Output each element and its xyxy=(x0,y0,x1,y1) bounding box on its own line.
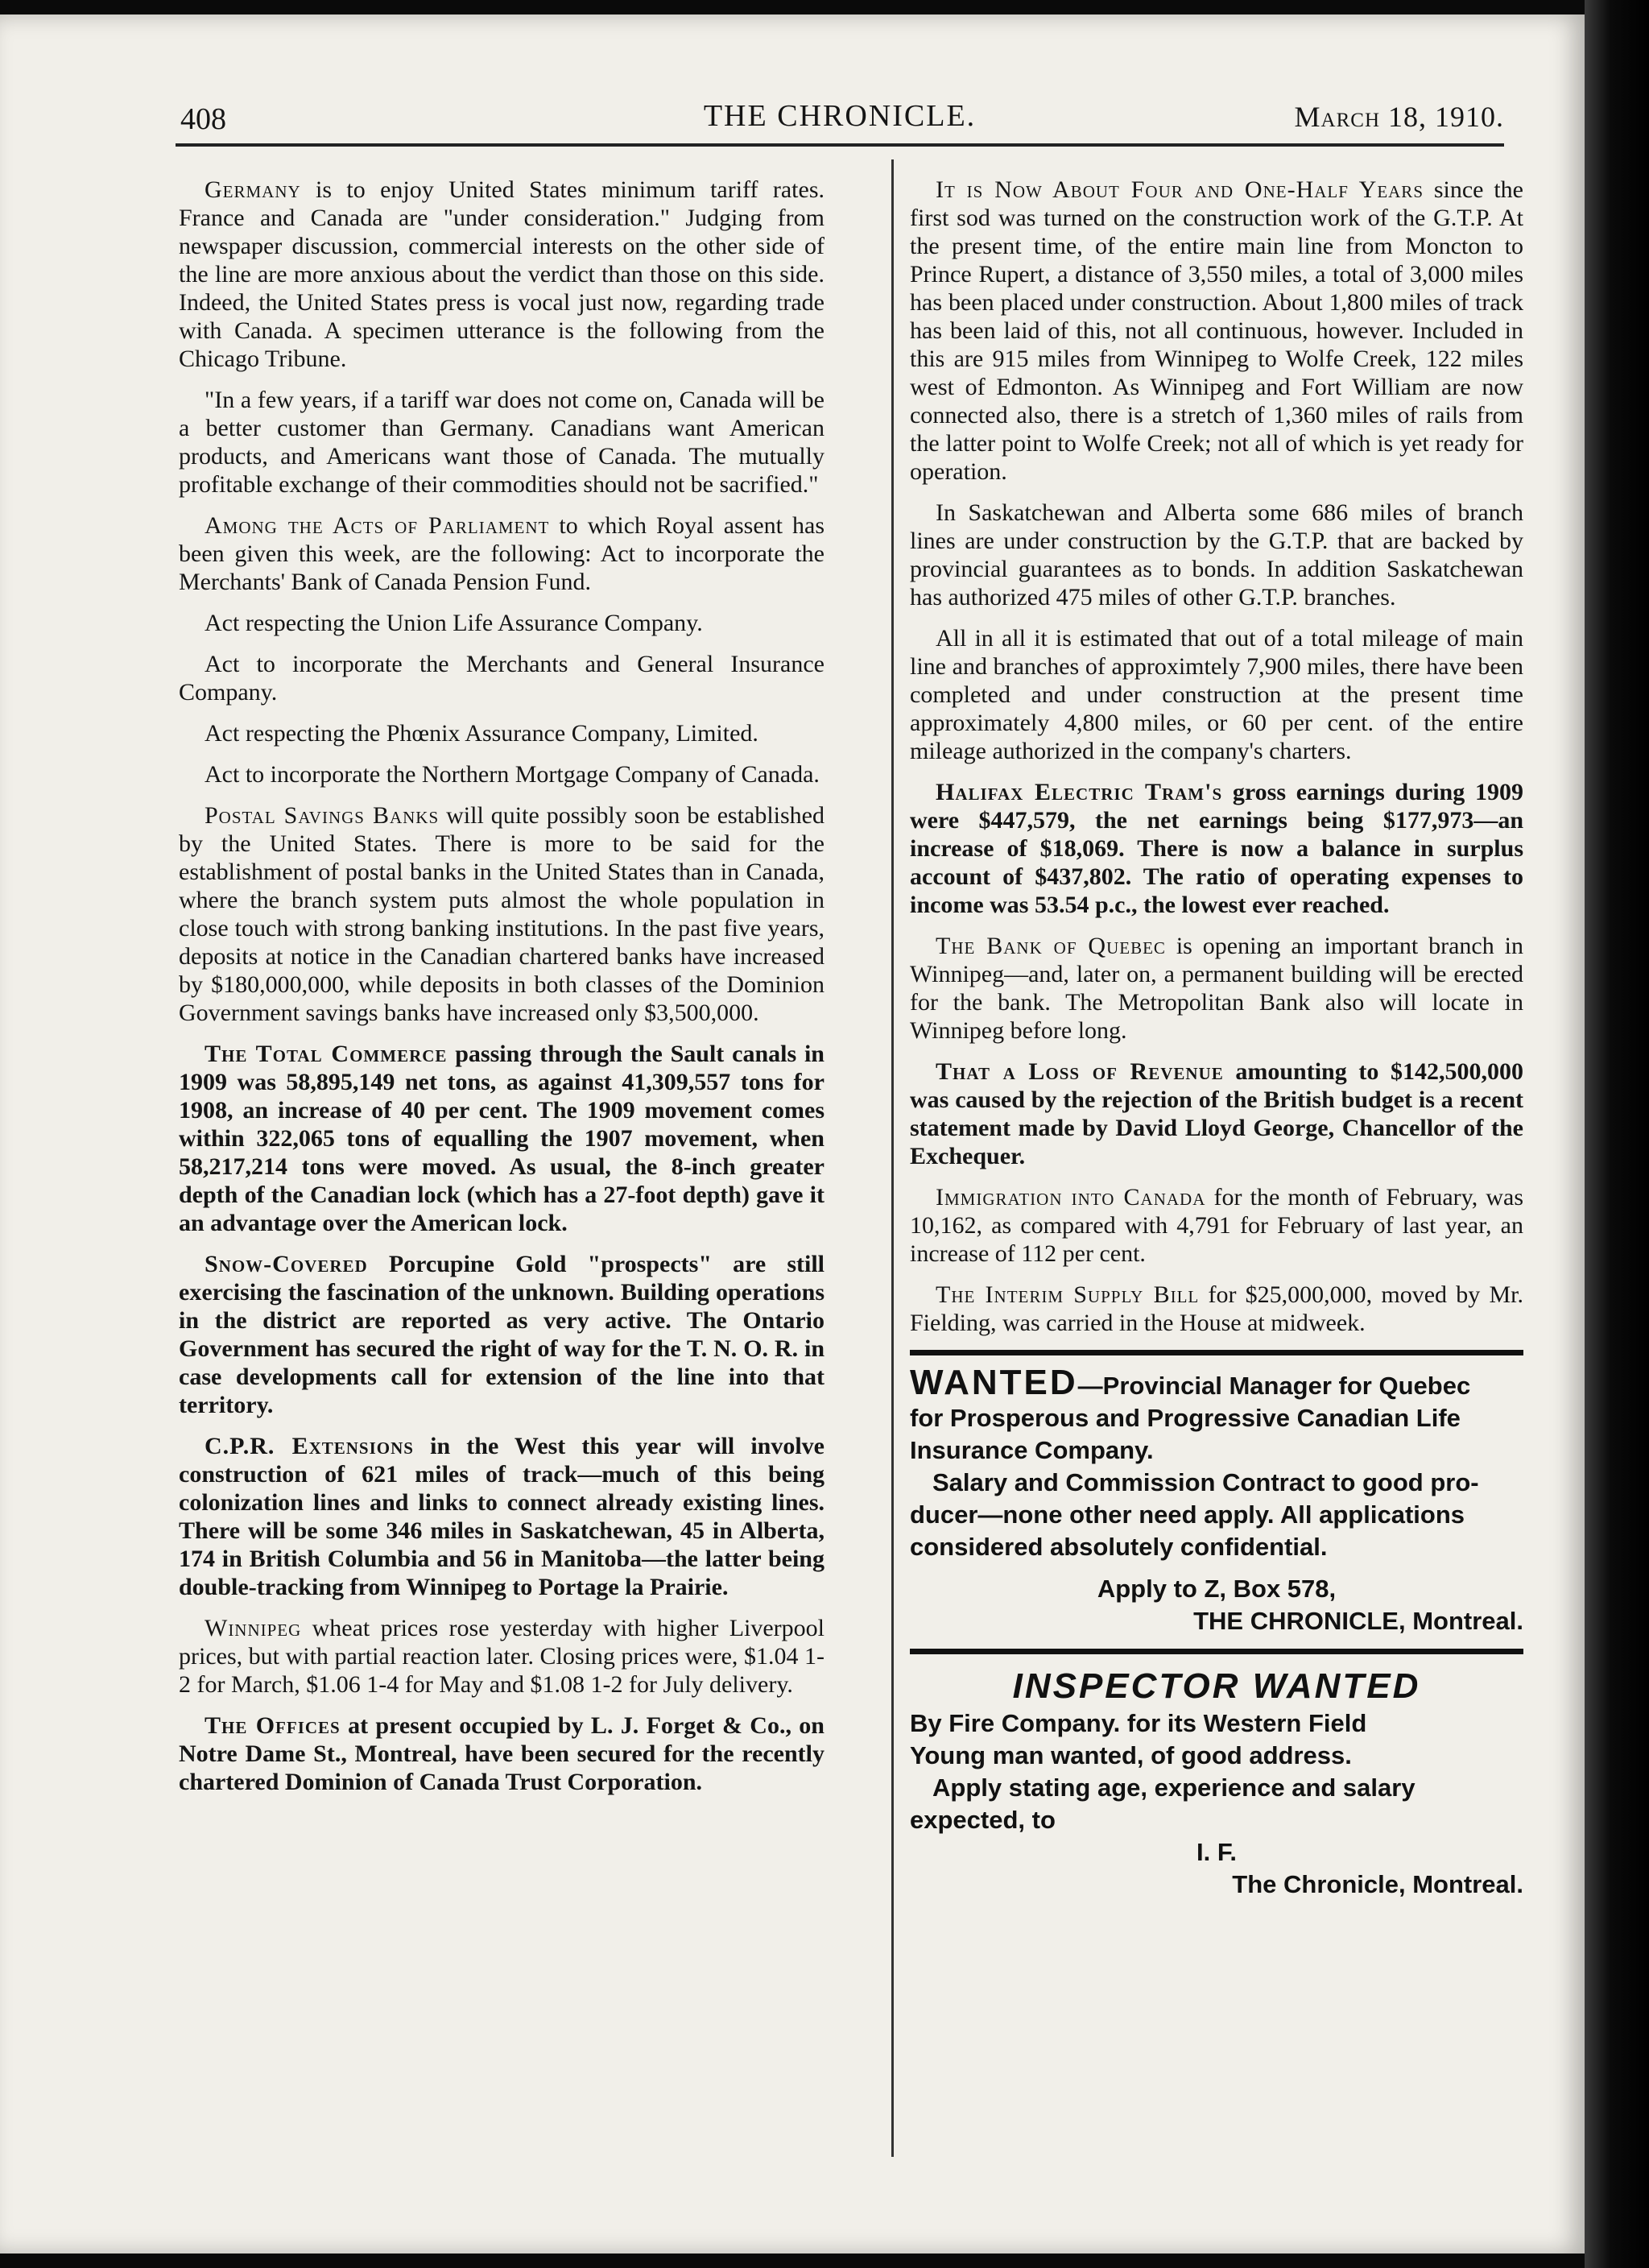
article-bank-of-quebec: The Bank of Quebec is opening an important branch in Winnipeg—and, later on, a permanent building will be erected for the bank. The Metropolitan Bank also will locate in Winnipeg before long. xyxy=(910,933,1523,1044)
ad-rule-middle xyxy=(910,1649,1523,1654)
publication-title: THE CHRONICLE. xyxy=(703,99,977,133)
header-rule xyxy=(176,143,1504,147)
issue-date: March 18, 1910. xyxy=(1294,101,1504,133)
article-gtp-branches: In Saskatchewan and Alberta some 686 miles of branch lines are under construction by the G.T.P. that are backed by provincial guarantees as to bonds. In addition Saskatchewan has authorized 475 miles of other G.T.P. branches. xyxy=(910,499,1523,610)
article-total-commerce: The Total Commerce passing through the Sault canals in 1909 was 58,895,149 net tons, as against 41,309,557 tons for 1908, an increase of 40 per cent. The 1909 movement comes within 322,065 tons of equalling the 1907 movement, when 58,217,214 tons were moved. As usual, the 8-inch greater depth of the Canadian lock (which has a 27-foot depth) gave it an advantage over the American lock. xyxy=(179,1041,824,1236)
article-porcupine-gold: Snow-Covered Porcupine Gold "prospects" are still exercising the fascination of the unknown. Building operations in the district are reported as very active. The Ontario Government has secured the right of way for the T. N. O. R. in case developments call for extension of the line into that territory. xyxy=(179,1251,824,1418)
article-gtp-mileage: All in all it is estimated that out of a total mileage of main line and branches of approximtely 7,900 miles, there have been completed and under construction at the present time approximately 4,800 miles, or 60 per cent. of the entire mileage authorized in the company's charters. xyxy=(910,625,1523,764)
inspector-advertisement: INSPECTOR WANTED By Fire Company. for its Western Field Young man wanted, of good address. Apply stating age, experience and salary expected, to I. F. The Chronicle, Montreal. xyxy=(910,1666,1523,1898)
article-cpr-extensions: C.P.R. Extensions in the West this year will involve construction of 621 miles of track—much of this being colonization lines and links to connect already existing lines. There will be some 346 miles in Saskatchewan, 45 in Alberta, 174 in British Columbia and 56 in Manitoba—the latter being double-tracking from Winnipeg to Portage la Prairie. xyxy=(179,1433,824,1600)
act-merchants-general: Act to incorporate the Merchants and General Insurance Company. xyxy=(179,651,824,706)
column-divider xyxy=(891,159,894,2157)
book-spine-shadow xyxy=(1585,0,1649,2268)
page-number: 408 xyxy=(180,102,226,136)
left-column xyxy=(179,176,824,1809)
article-gtp: It is Now About Four and One-Half Years since the first sod was turned on the construction work of the G.T.P. At the present time, of the entire main line from Moncton to Prince Rupert, a distance of 3,550 miles, a total of 3,000 miles has been placed under construction. About 1,800 miles of track has been laid of this, not all continuous, however. Included in this are 915 miles from Winnipeg to Wolfe Creek, 122 miles west of Edmonton. As Winnipeg and Fort William are now connected also, there is a stretch of 1,360 miles of rails from the latter point to Wolfe Creek; not all of which is yet ready for operation. xyxy=(910,176,1523,485)
ad-headline: INSPECTOR WANTED xyxy=(1012,1666,1421,1706)
act-northern-mortgage: Act to incorporate the Northern Mortgage Company of Canada. xyxy=(205,761,820,788)
article-halifax-tram: Halifax Electric Tram's gross earnings during 1909 were $447,579, the net earnings being $177,973—an increase of $18,069. There is now a balance in surplus account of $437,802. The ratio of operating expenses to income was 53.54 p.c., the lowest ever reached. xyxy=(910,779,1523,918)
article-postal-savings: Postal Savings Banks will quite possibly soon be established by the United States. There is more to be said for the establishment of postal banks in the United States than in Canada, where the branch system puts almost the whole population in close touch with strong banking institutions. In the past five years, deposits at notice in the Canadian chartered banks have increased by $180,000,000, while deposits in both classes of the Dominion Government savings banks have increased only $3,500,000. xyxy=(179,802,825,1026)
ad-headline: WANTED xyxy=(910,1363,1078,1402)
wanted-advertisement: WANTED—Provincial Manager for Quebec for Prosperous and Progressive Canadian Life Insurance Company. Salary and Commission Contract to good pro- ducer—none other need apply. All applications considered absolutely confidential. Apply to Z, Box 578, THE CHRONICLE, Montreal. xyxy=(910,1363,1523,1635)
page xyxy=(0,14,1585,2254)
act-union-life: Act respecting the Union Life Assurance Company. xyxy=(205,610,703,636)
article-loss-of-revenue: That a Loss of Revenue amounting to $142,500,000 was caused by the rejection of the British budget is a recent statement made by David Lloyd George, Chancellor of the Exchequer. xyxy=(910,1058,1524,1169)
act-phoenix: Act respecting the Phœnix Assurance Company, Limited. xyxy=(205,720,758,747)
page-header xyxy=(176,97,1504,139)
article-offices: The Offices at present occupied by L. J. Forget & Co., on Notre Dame St., Montreal, have been secured for the recently chartered Dominion of Canada Trust Corporation. xyxy=(179,1712,824,1795)
article-acts-of-parliament: Among the Acts of Parliament to which Royal assent has been given this week, are the following: Act to incorporate the Merchants' Bank of Canada Pension Fund. xyxy=(179,512,824,595)
article-winnipeg-wheat: Winnipeg wheat prices rose yesterday with higher Liverpool prices, but with partial reaction later. Closing prices were, $1.04 1-2 for March, $1.06 1-4 for May and $1.08 1-2 for July delivery. xyxy=(179,1615,824,1698)
article-immigration: Immigration into Canada for the month of February, was 10,162, as compared with 4,791 for February of last year, an increase of 112 per cent. xyxy=(910,1184,1523,1267)
article-germany: Germany is to enjoy United States minimum tariff rates. France and Canada are "under consideration." Judging from newspaper discussion, commercial interests on the other side of the line are more anxious about the verdict than those on this side. Indeed, the United States press is vocal just now, regarding trade with Canada. A specimen utterance is the following from the Chicago Tribune. xyxy=(179,176,824,372)
article-tribune-quote: "In a few years, if a tariff war does not come on, Canada will be a better customer than Germany. Canadians want American products, and Americans want those of Canada. The mutually profitable exchange of their commodities should not be sacrified." xyxy=(179,387,824,498)
article-interim-supply: The Interim Supply Bill for $25,000,000, moved by Mr. Fielding, was carried in the House at midweek. xyxy=(910,1281,1523,1336)
ad-rule-top xyxy=(910,1350,1523,1355)
